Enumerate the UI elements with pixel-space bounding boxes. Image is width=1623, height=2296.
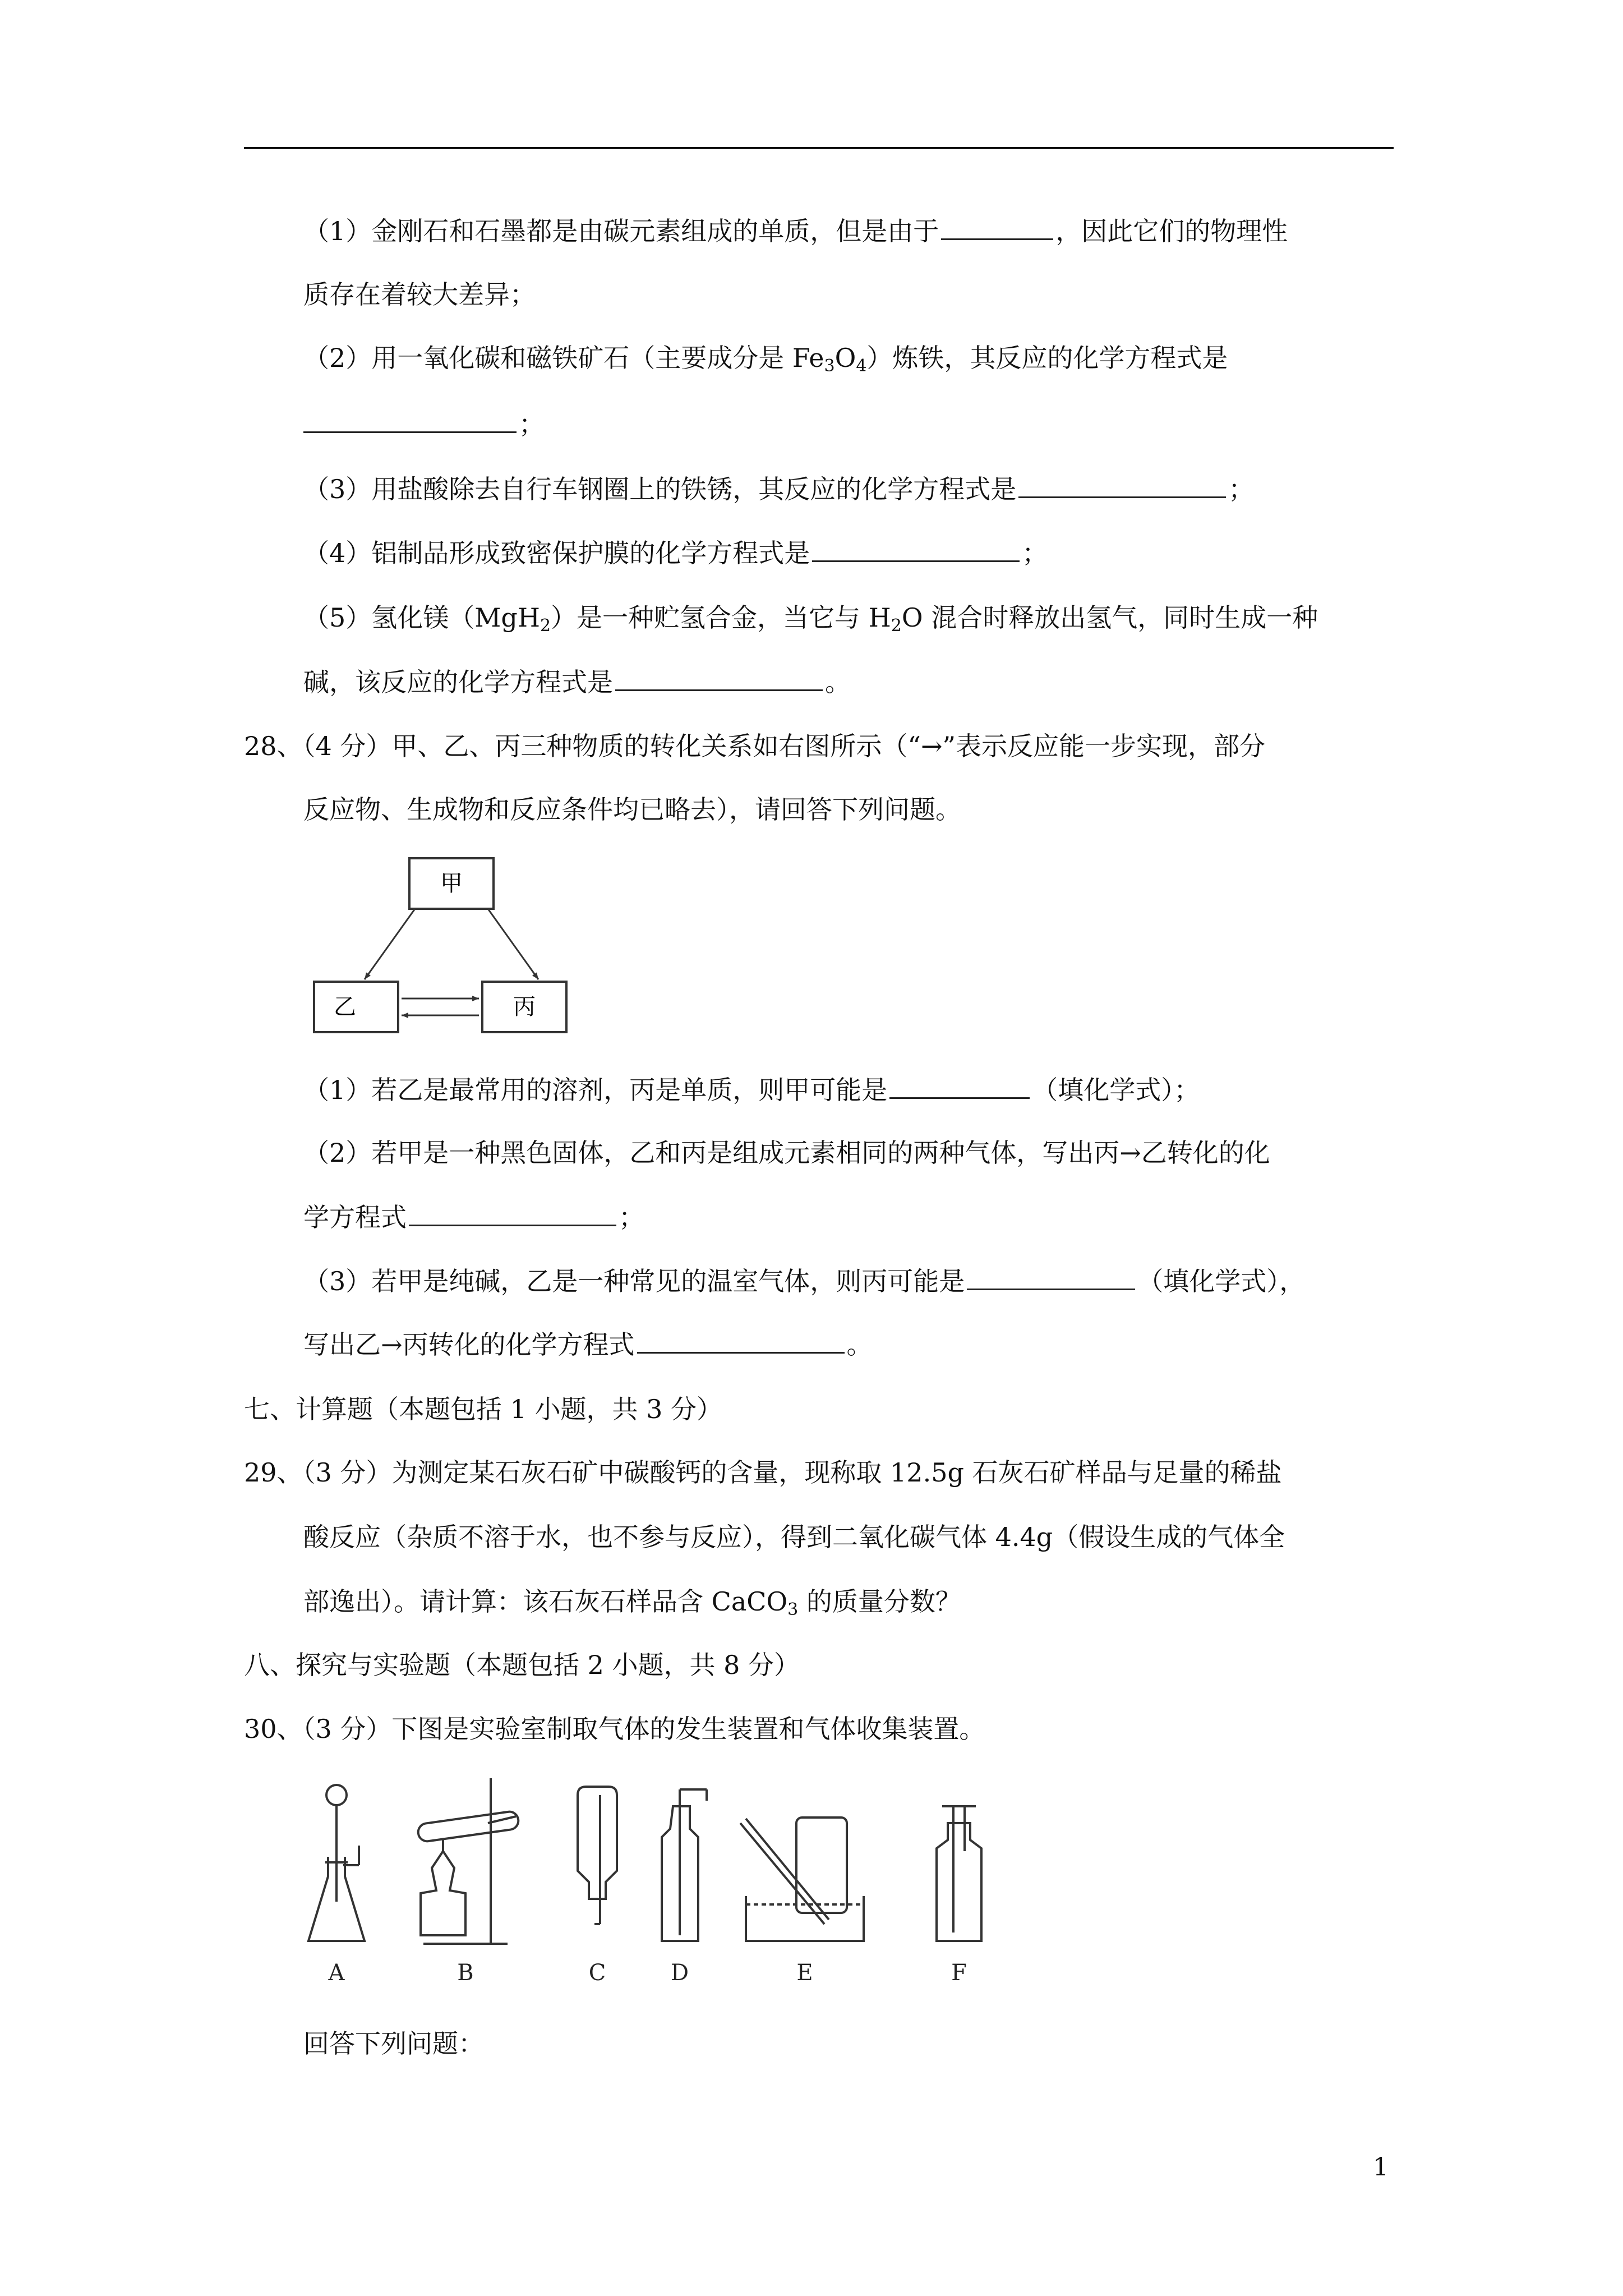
q28-sub3-text-b: （填化学式），: [1137, 1266, 1306, 1296]
q27-sub3-text: （3）用盐酸除去自行车钢圈上的铁锈，其反应的化学方程式是: [303, 474, 1017, 504]
q27-sub4-text: （4）铝制品形成致密保护膜的化学方程式是: [303, 538, 810, 568]
q30-answer-text: 回答下列问题：: [303, 2028, 484, 2059]
q27-sub3-end: ；: [1228, 474, 1255, 504]
q30-stem-line: [244, 1712, 985, 1746]
q27-sub2-end: ；: [519, 409, 545, 439]
apparatus-b-heating: [417, 1778, 520, 1944]
q30-stem-text: 30、（3 分）下图是实验室制取气体的发生装置和气体收集装置。: [244, 1714, 985, 1744]
q28-sub2-text-b: 学方程式: [303, 1202, 407, 1232]
q28-stem-line2: [303, 793, 961, 826]
q28-sub2-text-a: （2）若甲是一种黑色固体，乙和丙是组成元素相同的两种气体，写出丙→乙转化的化: [303, 1138, 1270, 1168]
q27-sub5-line2: [303, 665, 851, 699]
apparatus-e-trough: [740, 1818, 864, 1941]
answer-blank[interactable]: [303, 409, 517, 433]
label-d: D: [670, 1960, 689, 1986]
label-e: E: [796, 1960, 813, 1986]
subscript: 3: [824, 356, 835, 376]
q27-sub5-line1: [303, 601, 1318, 634]
q30-answer-prompt: [303, 2027, 484, 2060]
q27-sub5-text-b: ）是一种贮氢合金，当它与 H: [551, 602, 891, 633]
answer-blank[interactable]: [812, 538, 1020, 562]
q27-sub1-line1: [303, 214, 1288, 248]
answer-blank[interactable]: [967, 1266, 1135, 1290]
q28-sub3-line1: [303, 1264, 1305, 1298]
label-b: B: [457, 1960, 474, 1986]
q27-sub4-end: ；: [1022, 538, 1048, 568]
q27-sub2-mid: O: [834, 343, 856, 373]
q28-sub2-end: ；: [619, 1202, 644, 1232]
q27-sub1-text-b: ，因此它们的物理性: [1055, 216, 1288, 246]
section-8-heading: [244, 1648, 800, 1682]
q28-conversion-diagram: [303, 847, 572, 1049]
subscript: 2: [891, 616, 902, 636]
q27-sub3-line: [303, 472, 1254, 506]
q28-sub1-line: [303, 1073, 1200, 1107]
label-a: A: [328, 1960, 345, 1986]
q29-line1: [244, 1456, 1282, 1489]
answer-blank[interactable]: [889, 1075, 1030, 1099]
arrow-jia-to-yi: [365, 909, 415, 979]
page-number: 1: [1373, 2153, 1389, 2182]
q28-sub2-line1: [303, 1136, 1270, 1170]
subscript: 3: [787, 1600, 799, 1619]
q30-apparatus-figure: [303, 1773, 1066, 1997]
label-c: C: [588, 1960, 606, 1986]
q27-sub1-line2: [303, 278, 536, 311]
q27-sub5-text-a: （5）氢化镁（MgH: [303, 602, 540, 633]
box-yi: [314, 982, 398, 1032]
q28-sub2-line2: [303, 1200, 644, 1234]
apparatus-f-bottle: [937, 1806, 981, 1941]
q29-line2: [303, 1520, 1285, 1554]
q27-sub5-text-d: 碱，该反应的化学方程式是: [303, 667, 613, 697]
q27-sub4-line: [303, 536, 1048, 570]
q28-sub3-text-c: 写出乙→丙转化的化学方程式: [303, 1329, 635, 1360]
q28-stem-text-2: 反应物、生成物和反应条件均已略去），请回答下列问题。: [303, 794, 961, 825]
arrow-jia-to-bing: [488, 909, 538, 979]
q29-line3: [303, 1585, 961, 1618]
answer-blank[interactable]: [637, 1329, 845, 1354]
answer-blank[interactable]: [409, 1202, 616, 1226]
q27-sub2-text-b: ）炼铁，其反应的化学方程式是: [866, 343, 1228, 373]
label-bing: 丙: [513, 994, 536, 1020]
header-rule: [244, 147, 1394, 149]
q27-sub1-text-c: 质存在着较大差异；: [303, 279, 536, 310]
q28-sub3-line2: [303, 1328, 873, 1361]
answer-blank[interactable]: [941, 216, 1053, 240]
apparatus-a-flask: [308, 1785, 365, 1941]
q27-sub1-text-a: （1）金刚石和石墨都是由碳元素组成的单质，但是由于: [303, 216, 939, 246]
q29-text-3b: 的质量分数？: [798, 1586, 961, 1617]
q27-sub5-end: 。: [825, 667, 851, 697]
q28-sub1-text-b: （填化学式）；: [1032, 1075, 1200, 1105]
apparatus-d-bottle: [662, 1789, 707, 1941]
subscript: 2: [540, 616, 551, 636]
q28-sub3-end: 。: [846, 1329, 873, 1360]
label-jia: 甲: [440, 871, 463, 896]
q29-text-2: 酸反应（杂质不溶于水，也不参与反应），得到二氧化碳气体 4.4g（假设生成的气体全: [303, 1522, 1285, 1552]
apparatus-c-bottle: [578, 1787, 617, 1924]
q29-text-1: 29、（3 分）为测定某石灰石矿中碳酸钙的含量，现称取 12.5g 石灰石矿样品与足量的稀盐: [244, 1457, 1282, 1488]
q28-stem-line1: [244, 729, 1265, 763]
q29-text-3a: 部逸出）。请计算：该石灰石样品含 CaCO: [303, 1586, 788, 1617]
section-8-text: 八、探究与实验题（本题包括 2 小题，共 8 分）: [244, 1650, 800, 1680]
answer-blank[interactable]: [615, 667, 823, 691]
q27-sub2-line1: [303, 341, 1228, 375]
q28-sub1-text-a: （1）若乙是最常用的溶剂，丙是单质，则甲可能是: [303, 1075, 888, 1105]
answer-blank[interactable]: [1018, 474, 1226, 498]
label-f: F: [951, 1960, 967, 1986]
subscript: 4: [856, 356, 867, 376]
q27-sub2-text-a: （2）用一氧化碳和磁铁矿石（主要成分是 Fe: [303, 343, 824, 373]
q27-sub2-line2: [303, 407, 545, 441]
label-yi: 乙: [334, 994, 356, 1020]
q27-sub5-text-c: O 混合时释放出氢气，同时生成一种: [901, 602, 1318, 633]
section-7-heading: [244, 1392, 722, 1426]
q28-sub3-text-a: （3）若甲是纯碱，乙是一种常见的温室气体，则丙可能是: [303, 1266, 965, 1296]
section-7-text: 七、计算题（本题包括 1 小题，共 3 分）: [244, 1394, 723, 1424]
q28-stem-text-1: 28、（4 分）甲、乙、丙三种物质的转化关系如右图所示（“→”表示反应能一步实现，部分: [244, 731, 1265, 761]
